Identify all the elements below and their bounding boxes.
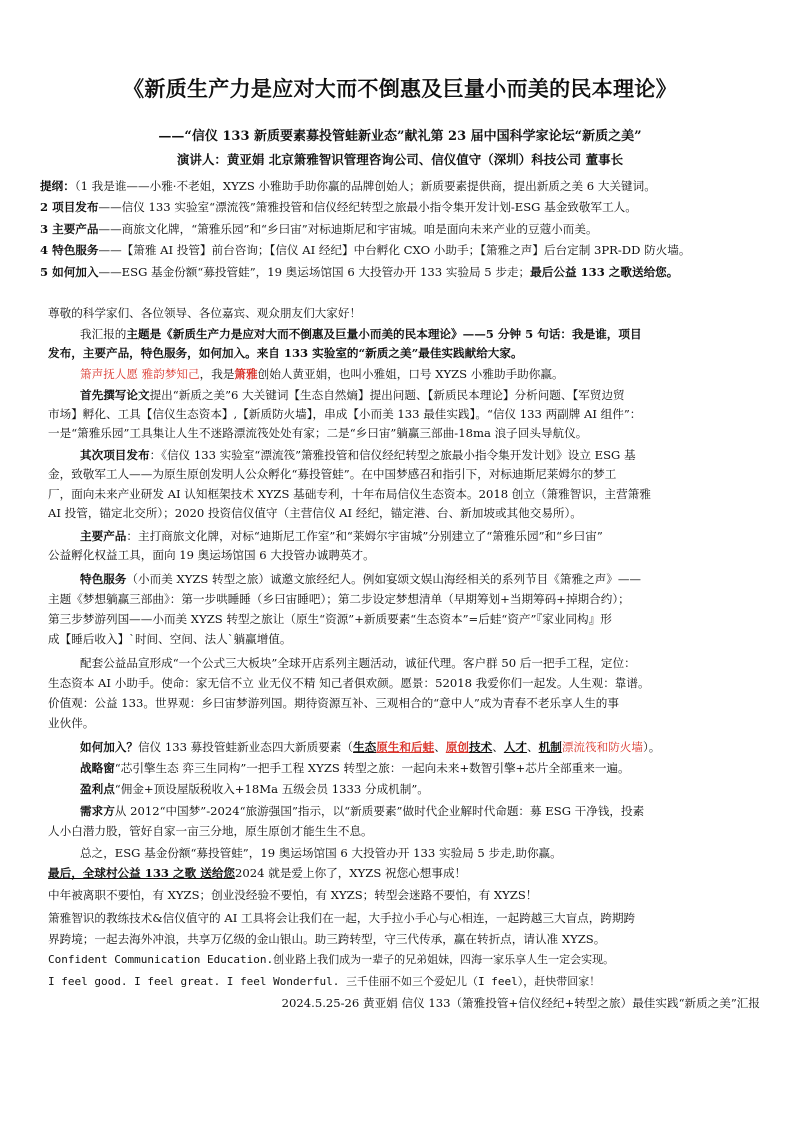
outline-label: 2 项目发布 [40,200,99,214]
outline-text: ——信仪 133 实验室“漂流筏”箫雅投管和信仪经纪转型之旅最小指令集开发计划-ESG 基金致敬军工人。 [98,200,637,214]
promo-line-1: 配套公益品宣形成“一个公式三大板块”全球开店系列主题活动，诚征代理。客户群 50 后一把手工程，定位： [80,656,636,670]
project-line-4: AI 投管，锚定北交所）；2020 投资信仪值守（主营信仪 AI 经纪，锚定港、台、新加坡或其他交易所）。 [48,506,582,520]
project-text: ：《信仪 133 实验室“漂流筏”箫雅投管和信仪经纪转型之旅最小指令集开发计划》设立 ESG 基 [149,448,636,462]
separator: 、 [492,740,504,754]
project-line-1 [80,446,760,464]
product-text: ：主打商旅文化牌，对标“迪斯尼工作室”和“莱姆尔宇宙城”分别建立了“箫雅乐园”和“乡曰宙” [126,529,603,543]
join-text: 信仪 133 募投管蛙新业态四大新质要素（ [137,740,353,754]
product-line-1 [80,527,760,545]
outline-item-3 [40,220,765,238]
demand-text: 从 2012“中国梦”-2024“旅游强国”指示，以“新质要素”做时代企业解时代命题：募 ESG 干净钱，投素 [114,804,645,818]
song-line-1: 中年被离职不要怕，有 XYZS；创业没经验不要怕，有 XYZS；转型会迷路不要怕，有 XYZS！ [48,888,538,902]
promo-line-2: 生态资本 AI 小助手。使命：家无信不立 业无仪不精 知己者俱欢颜。愿景：52018 我爱你们一起发。人生观：靠谱。 [48,676,650,690]
outline-item-1 [40,177,765,195]
keyword-red: 漂流筏和防火墙 [561,740,643,754]
song-line-2: 箫雅智识的教练技术&信仪值守的 AI 工具将会让我们在一起，大手拉小手心与心相连，一起跨越三大盲点，跨期跨 [48,911,636,925]
paper-line-1 [80,386,760,404]
finale-text: 2024 就是爱上你了，XYZS 祝您心想事成！ [235,866,467,880]
profit-text: “佣金+顶设屋版税收入+18Ma 五级会员 1333 分成机制”。 [114,782,429,796]
finale-line [48,864,760,882]
keyword: 机制 [538,740,562,754]
keyword: 技术 [469,740,493,754]
promo-line-3: 价值观：公益 133。世界观：乡曰宙梦游列国。期待资源互补、三观相合的“意中人”成为青春不老乐享人生的事 [48,696,619,710]
join-line [80,738,760,756]
outline-text: （1 我是谁——小雅·不老姐，XYZS 小雅助手助你赢的品牌创始人；新质要素提供商，提出新质之美 6 大关键词。 [74,179,656,193]
product-heading: 主要产品 [80,529,127,543]
outline-text: ——商旅文化牌，“箫雅乐园”和“乡曰宙”对标迪斯尼和宇宙城。咱是面向未来产业的豆蔻小而美。 [98,222,598,236]
outline-label: 提纲： [40,179,75,193]
paper-line-3: 一是“箫雅乐园”工具集让人生不迷路漂流筏处处有家；二是“乡曰宙”躺赢三部曲-18ma 浪子回头导航仪。 [48,426,588,440]
profit-line [80,780,760,798]
outline-tail: 最后公益 133 之歌送给您。 [530,265,679,279]
paper-line-2: 市场】孵化、工具【信仪生态资本】,【新质防火墙】，串成【小而美 133 最佳实践】。“信仪 133 两副牌 AI 组件”： [48,407,642,421]
slogan-red: 箫声抚人愿 雅韵梦知己 [80,367,200,381]
subtitle: ——“信仪 133 新质要素募投管蛙新业态”献礼第 23 届中国科学家论坛“新质之美” [158,129,642,144]
strategy-heading: 战略窗 [80,761,115,775]
project-line-2: 金，致敬军工人——为原生原创发明人公众孵化“募投管蛙”。在中国梦感召和指引下，对标迪斯尼莱姆尔的梦工 [48,467,617,481]
song-line-4: Confident Communication Education.创业路上我们成为一辈子的兄弟姐妹，四海一家乐享人生一定会实现。 [48,953,615,966]
paragraph-theme-line-2: 发布，主要产品，特色服务，如何加入。来自 133 实验室的“新质之美”最佳实践献给大家。 [48,346,523,360]
song-line-3: 界跨境；一起去海外冲浪，共享万亿级的金山银山。助三跨转型，守三代传承，赢在转折点，请认准 XYZS。 [48,932,606,946]
intro-text: 创始人黄亚娟，也叫小雅姐，口号 XYZS 小雅助手助你赢。 [257,367,564,381]
outline-item-5 [40,263,765,281]
paper-text: 提出“新质之美”6 大关键词【生态自然熵】提出问题、【新质民本理论】分析问题、【军贸边贸 [149,388,625,402]
keyword: 生态 [353,740,377,754]
intro-text: ，我是 [199,367,235,381]
service-heading: 特色服务 [80,572,127,586]
join-end: ）。 [643,740,661,754]
demand-line-1 [80,802,760,820]
service-line-4: 成【睡后收入】`时间、空间、法人`躺赢增值。 [48,632,292,646]
profit-heading: 盈利点 [80,782,115,796]
strategy-text: “芯引擎生态 弈三生同构”一把手工程 XYZS 转型之旅：一起向未来+数智引擎+芯片全部重来一遍。 [114,761,630,775]
outline-item-4 [40,241,765,259]
demand-line-2: 人小白潜力股，管好自家一亩三分地，原生原创才能生生不息。 [48,824,373,838]
separator: 、 [527,740,539,754]
outline-text: ——ESG 基金份额“募投管蛙”，19 奥运场馆国 6 大投管办开 133 实验局 5 步走； [98,265,531,279]
outline-label: 5 如何加入 [40,265,99,279]
song-line-5: I feel good. I feel great. I feel Wonderful. 三千佳丽不如三个爱妃儿（I feel），赶快带回家！ [48,975,601,988]
paragraph-theme-line-1 [80,325,760,343]
theme-lead: 我汇报的 [80,327,127,341]
join-heading: 如何加入？ [80,740,138,754]
demand-heading: 需求方 [80,804,115,818]
signature-line: 2024.5.25-26 黄亚娟 信仪 133（箫雅投管+信仪经纪+转型之旅）最佳实践“新质之美”汇报 [281,996,760,1010]
greeting: 尊敬的科学家们、各位领导、各位嘉宾、观众朋友们大家好！ [48,306,362,320]
page-title: 《新质生产力是应对大而不倒惠及巨量小而美的民本理论》 [123,77,677,101]
paragraph-intro [80,365,760,383]
service-text: （小而美 XYZS 转型之旅）诚邀文旅经纪人。例如宴颂文娱山海经相关的系列节目《箫雅之声》—— [126,572,642,586]
outline-label: 3 主要产品 [40,222,99,236]
service-line-1 [80,570,760,588]
outline-item-2 [40,198,765,216]
keyword: 人才 [503,740,528,754]
keyword-red: 原生和后蛙 [376,740,435,754]
brand-red: 箫雅 [234,367,258,381]
project-heading: 其次项目发布 [80,448,150,462]
finale-heading: 最后，全球村公益 133 之歌 送给您 [48,866,236,880]
theme-text: 主题是《新质生产力是应对大而不倒惠及巨量小而美的民本理论》——5 分钟 5 句话：我是谁，项目 [126,327,642,341]
paper-heading: 首先撰写论文 [80,388,150,402]
outline-text: ——【箫雅 AI 投管】前台咨询；【信仪 AI 经纪】中台孵化 CXO 小助手；【箫雅之声】后台定制 3PR-DD 防火墙。 [98,243,691,257]
strategy-line [80,759,760,777]
separator: 、 [434,740,446,754]
product-line-2: 公益孵化权益工具，面向 19 奥运场馆国 6 大投管办诚聘英才。 [48,548,375,562]
service-line-3: 第三步梦游列国——小而美 XYZS 转型之旅让（原生“资源”+新质要素“生态资本”=后蛙“资产”『家业同构』形 [48,612,612,626]
speaker-line: 演讲人：黄亚娟 北京箫雅智识管理咨询公司、信仪值守（深圳）科技公司 董事长 [176,152,624,167]
promo-line-4: 业伙伴。 [48,716,95,730]
project-line-3: 厂，面向未来产业研发 AI 认知框架技术 XYZS 基础专利，十年布局信仪生态资本。2018 创立（箫雅智识，主营箫雅 [48,487,651,501]
keyword-red: 原创 [445,740,469,754]
summary-line: 总之，ESG 基金份额“募投管蛙”，19 奥运场馆国 6 大投管办开 133 实验局 5 步走,助你赢。 [80,846,562,860]
outline-label: 4 特色服务 [40,243,99,257]
service-line-2: 主题《梦想躺赢三部曲》：第一步哄睡睡（乡曰宙睡吧）；第二步设定梦想清单（早期筹划+当期筹码+掉期合约）； [48,592,630,606]
